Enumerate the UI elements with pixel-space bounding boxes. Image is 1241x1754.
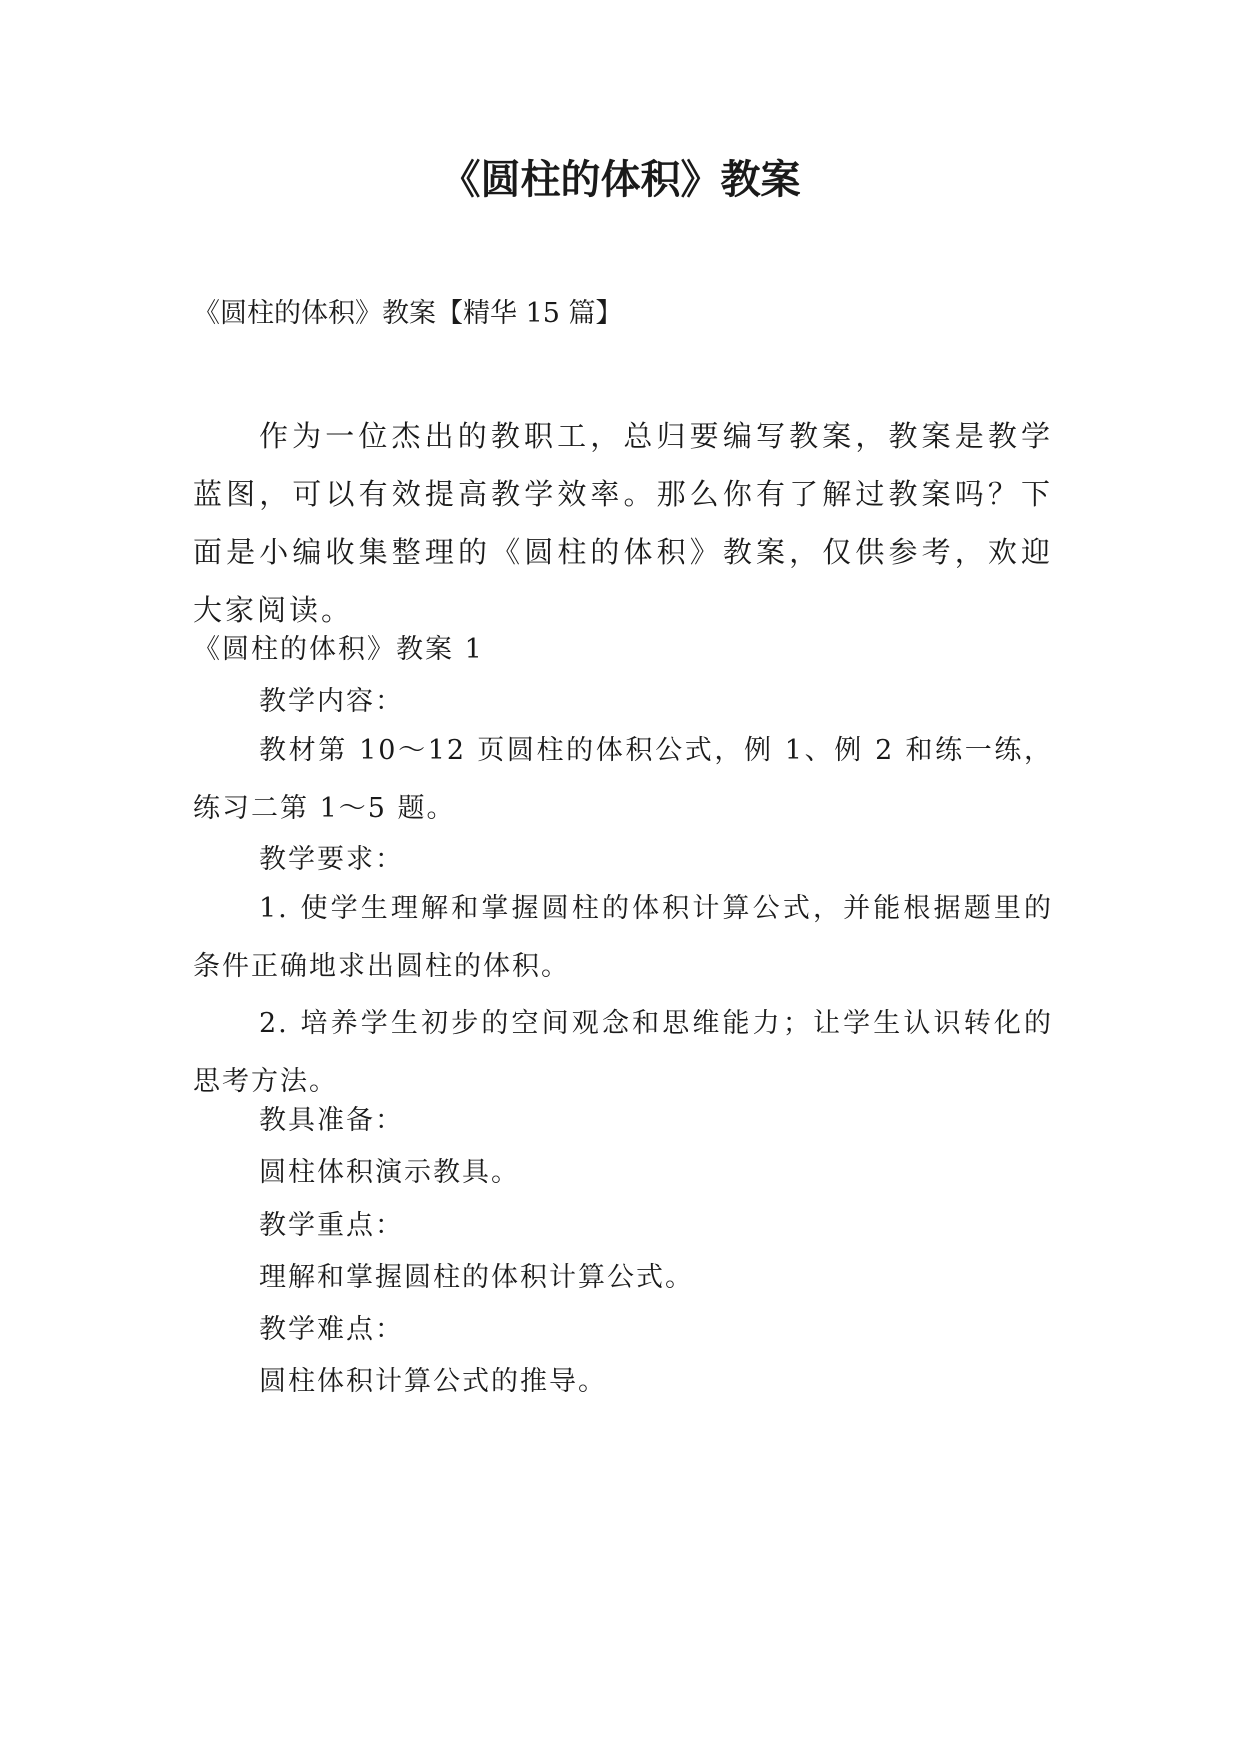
difficulty-text: 圆柱体积计算公式的推导。 bbox=[259, 1366, 607, 1397]
requirements-label: 教学要求： bbox=[259, 844, 404, 875]
page-title: 《圆柱的体积》教案 bbox=[440, 157, 801, 203]
intro-paragraph: 作为一位杰出的教职工，总归要编写教案，教案是教学蓝图，可以有效提高教学效率。那么你有了解过教案吗？下面是小编收集整理的《圆柱的体积》教案，仅供参考，欢迎大家阅读。 bbox=[193, 419, 1053, 627]
key-point-text: 理解和掌握圆柱的体积计算公式。 bbox=[259, 1262, 694, 1293]
difficulty-label: 教学难点： bbox=[259, 1314, 404, 1345]
requirement-item-2: 2. 培养学生初步的空间观念和思维能力；让学生认识转化的思考方法。 bbox=[193, 1008, 1053, 1097]
content-label: 教学内容： bbox=[259, 686, 404, 717]
document-subtitle: 《圆柱的体积》教案【精华 15 篇】 bbox=[193, 298, 623, 329]
requirement-item-1: 1. 使学生理解和掌握圆柱的体积计算公式，并能根据题里的条件正确地求出圆柱的体积。 bbox=[193, 893, 1053, 982]
tools-label: 教具准备： bbox=[259, 1105, 404, 1136]
section-heading: 《圆柱的体积》教案 1 bbox=[193, 634, 484, 665]
content-text: 教材第 10～12 页圆柱的体积公式，例 1、例 2 和练一练，练习二第 1～5 题。 bbox=[193, 735, 1053, 824]
tools-text: 圆柱体积演示教具。 bbox=[259, 1157, 520, 1188]
key-point-label: 教学重点： bbox=[259, 1210, 404, 1241]
